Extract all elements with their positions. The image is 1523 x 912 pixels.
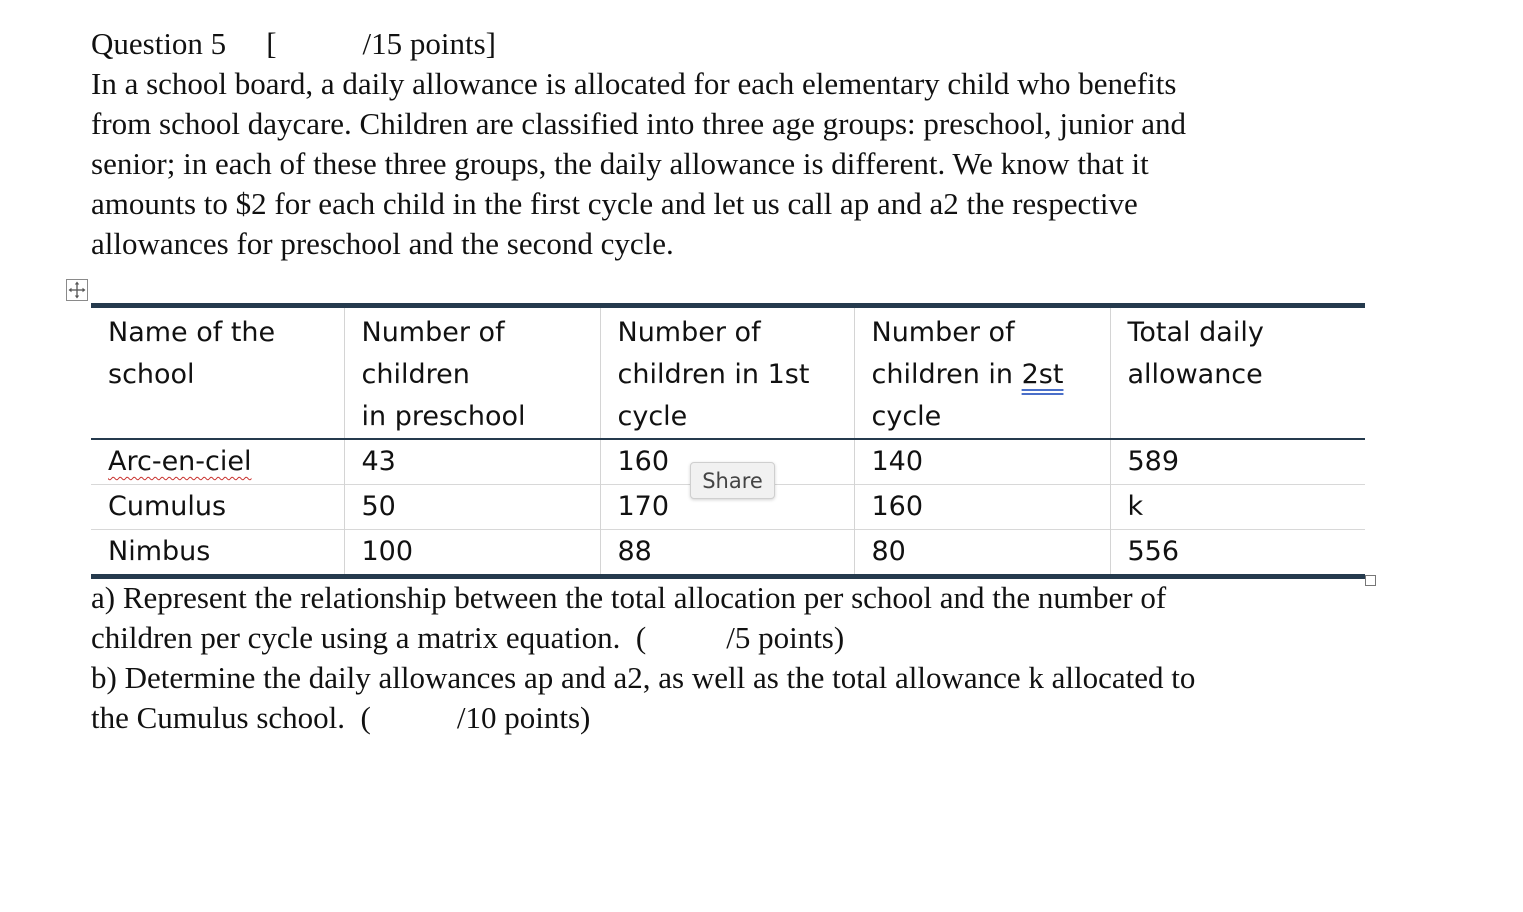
header-school-name: Name of the school: [108, 317, 276, 390]
question-heading: [91, 24, 1391, 64]
intro-line: amounts to $2 for each child in the first cycle and let us call ap and a2 the respective: [91, 186, 1138, 221]
part-a-line: children per cycle using a matrix equation. ( /5 points): [91, 620, 845, 655]
intro-line: from school daycare. Children are classified into three age groups: preschool, junior and: [91, 106, 1186, 141]
part-b-line: b) Determine the daily allowances ap and a2, as well as the total allowance k allocated to: [91, 660, 1196, 695]
cell-second-cycle: 80: [854, 530, 1110, 577]
header-second-cycle-count: Number of children in 2st cycle: [854, 306, 1110, 440]
table-row: [91, 530, 1365, 577]
part-a-line: a) Represent the relationship between the total allocation per school and the number of: [91, 580, 1167, 615]
part-b-points: /10 points): [456, 700, 591, 735]
cell-preschool: 43: [344, 439, 600, 485]
spelling-flagged-word[interactable]: Arc-en-ciel: [108, 446, 252, 477]
intro-line: senior; in each of these three groups, the daily allowance is different. We know that it: [91, 146, 1149, 181]
points-bracket-open: [: [266, 26, 277, 61]
question-text-block: [91, 24, 1391, 264]
header-first-cycle-count: Number of children in 1st cycle: [600, 306, 854, 440]
cell-school-name: Nimbus: [108, 536, 211, 567]
cell-first-cycle: 88: [600, 530, 854, 577]
cell-first-cycle: 160: [600, 439, 854, 485]
part-b-line: the Cumulus school. ( /10 points): [91, 700, 591, 735]
question-parts-block: [91, 578, 1391, 738]
question-number: Question 5: [91, 26, 227, 61]
points-total: /15 points]: [362, 26, 496, 61]
table-move-handle-icon[interactable]: [66, 279, 88, 301]
share-button[interactable]: Share: [690, 462, 775, 499]
header-preschool-count: Number of children in preschool: [344, 306, 600, 440]
header-total-allowance: Total daily allowance: [1110, 306, 1365, 440]
cell-second-cycle: 160: [854, 485, 1110, 530]
cell-school-name: [91, 439, 344, 485]
school-allowance-table: [91, 303, 1365, 579]
cell-school-name: Cumulus: [108, 491, 227, 522]
cell-total-allowance: 589: [1110, 439, 1365, 485]
table-header-row: [91, 306, 1365, 440]
intro-line: allowances for preschool and the second cycle.: [91, 226, 674, 261]
cell-total-allowance: 556: [1110, 530, 1365, 577]
cell-second-cycle: 140: [854, 439, 1110, 485]
intro-line: In a school board, a daily allowance is allocated for each elementary child who benefits: [91, 66, 1177, 101]
cell-total-allowance: k: [1110, 485, 1365, 530]
grammar-flagged-word[interactable]: 2st: [1021, 359, 1064, 390]
cell-preschool: 50: [344, 485, 600, 530]
cell-preschool: 100: [344, 530, 600, 577]
part-a-points: /5 points): [726, 620, 845, 655]
cell-first-cycle: 170: [600, 485, 854, 530]
